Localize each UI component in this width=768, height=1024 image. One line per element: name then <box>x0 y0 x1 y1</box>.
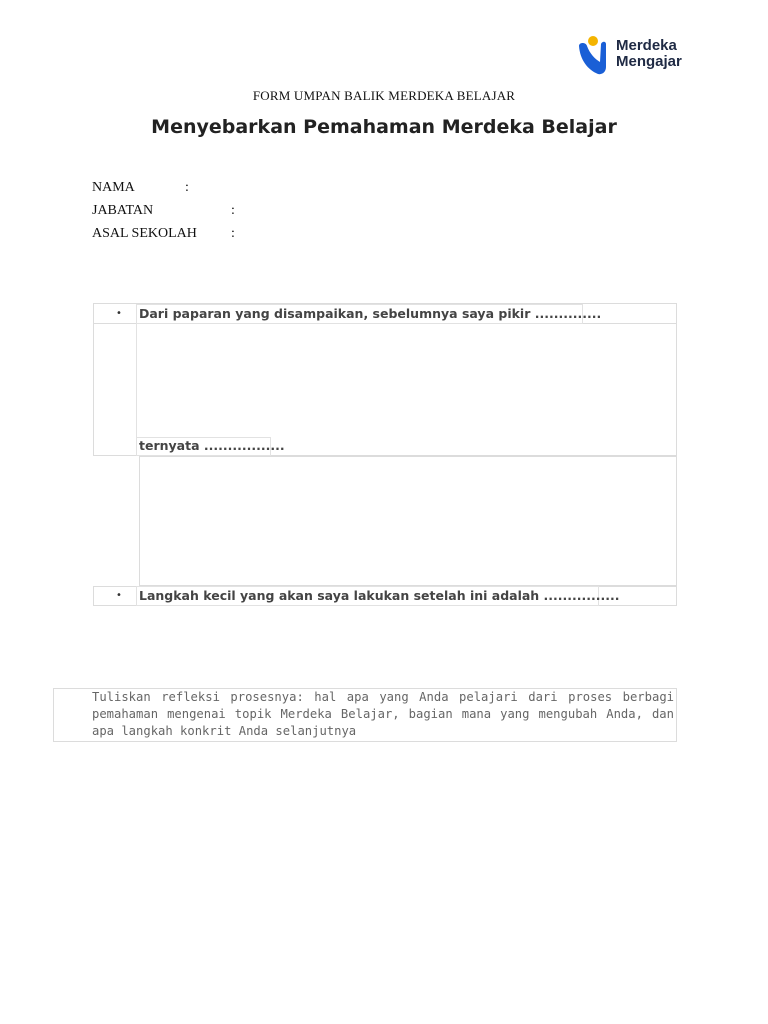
logo-text <box>616 38 682 70</box>
bullet-icon: • <box>116 590 122 601</box>
bullet-icon: • <box>116 308 122 319</box>
reflection-prompt: Tuliskan refleksi prosesnya: hal apa yang Anda pelajari dari proses berbagi pemahaman mengenai topik Merdeka Belajar, bagian mana yang mengubah Anda, dan apa langkah konkrit Anda selanjutnya <box>92 690 674 738</box>
field-jabatan-label: JABATAN <box>92 203 154 218</box>
logo-mark-icon <box>576 34 612 78</box>
logo-line-1: Merdeka <box>616 37 677 54</box>
question-1-continue-answer-area[interactable] <box>139 456 677 586</box>
field-asal-sekolah-colon: : <box>231 226 235 241</box>
question-1-answer-area[interactable] <box>94 325 676 435</box>
question-2-text: Langkah kecil yang akan saya lakukan setelah ini adalah ................ <box>139 588 620 603</box>
question-1-continue-text: ternyata ................. <box>139 438 285 453</box>
question-1-text: Dari paparan yang disampaikan, sebelumnya saya pikir .............. <box>139 306 602 321</box>
merdeka-mengajar-logo <box>576 34 700 78</box>
field-jabatan-colon: : <box>231 203 235 218</box>
form-label: FORM UMPAN BALIK MERDEKA BELAJAR <box>252 88 516 103</box>
field-nama-label: NAMA <box>92 180 135 195</box>
field-nama-colon: : <box>185 180 189 195</box>
document-title: Menyebarkan Pemahaman Merdeka Belajar <box>151 116 617 138</box>
field-asal-sekolah-label: ASAL SEKOLAH <box>92 226 197 241</box>
logo-line-2: Mengajar <box>616 53 682 70</box>
